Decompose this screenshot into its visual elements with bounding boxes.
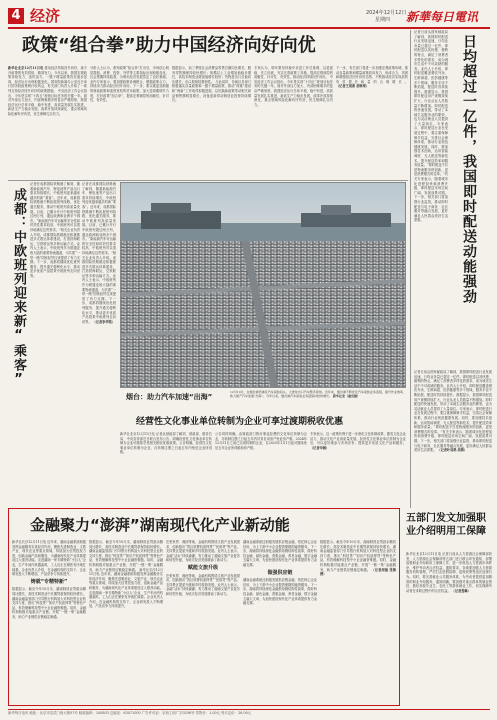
masthead: 新華每日電讯: [406, 10, 479, 24]
middle-reporter: （记者申铖）: [310, 445, 330, 450]
bottom-reporter: （记者周勉 张紫赟）: [320, 567, 396, 577]
page-number: 4: [11, 8, 21, 23]
photo-caption: [230, 390, 406, 412]
top-article-title: 政策“组合拳”助力中国经济向好向优: [22, 35, 316, 56]
top-body-6: 与此同时，各地区各部门积极落实存量政策和一揽子增量政策，推动“两重”建设和“两新”工作取得积极进展，以旧换新政策带动相关商品销售额明显增长，设备更新带动制造业投资持续增长。: [172, 79, 251, 103]
bottom-body-4: 湖南金融系统还积极发展供应链金融，依托核心企业信用，为上下游中小企业提供便捷的融资服务。下一步，湖南将持续深化金融供给侧结构性改革，做好科技金融、绿色金融、普惠金融、养老金融、数字金融五篇大文章，为加快建设现代化产业体系提供有力金融支撑。: [243, 540, 317, 567]
middle-body-2: 公告同时明确，由财政部门拨付事业经费的文化单位转制为企业，自转制注册之日起五年内对其自用房产免征房产税。2024年12月31日之前已完成转制的企业，自2025年1月1日起可继续免征五年企业所得税和房产税。: [215, 432, 307, 450]
photo-caption-text: 12月10日，在烟台港西港区汽车滚装码头，大批待出口汽车整齐停放。近年来，烟台港不断优化汽车滚装业务流程，提升作业效率，助力国产汽车加速“出海”。今年以来，烟台港汽车滚装业务量保持较快增长。: [230, 390, 406, 399]
bottom-col-2: [89, 540, 163, 702]
bottom-right-reporter: （记者姜琳）: [451, 588, 471, 593]
footer-rule: [8, 709, 490, 710]
top-col-5: [336, 66, 408, 176]
port-photo: [120, 182, 406, 388]
top-body-2: 中央经济工作会议指出，今年是实现“十四五”规划目标任务的关键一年。面对外部压力加大、内部困难增多的复杂严峻形势，我国经济运行总体平稳、稳中有进，高质量发展扎实推进，新质生产力稳步发展，改革开放持续深化，重点领域风险化解有序有效，民生保障扎实有力。: [8, 88, 87, 116]
top-col-4: [254, 66, 333, 176]
right-article-title: 日均超过一亿件，我国即时配送动能强劲: [461, 34, 477, 304]
photo-caption-title: 烟台：助力汽车加速“出海”: [126, 393, 213, 401]
middle-col-3: [310, 432, 406, 504]
bottom-col-3: [166, 540, 240, 702]
port-photo-image: [121, 183, 406, 388]
top-body-4: 业内专家表示，要加强政策协调配合，增强政策合力，持续用力推动经济回升向好。下一步，要实施更加积极的财政政策和适度宽松的货币政策，加大逆周期调节力度，打好政策“组合拳”，提高宏观调控的前瞻性、针对性、有效性。: [90, 79, 169, 103]
bottom-right-title: 五部门发文加强职业介绍明用工保障: [406, 513, 486, 537]
bottom-body-1: 新华社长沙12月11日电 近年来，湖南金融系统积极发挥金融服务实体经济作用，聚焦先进制造业、文旅产业、现代农业等重点领域，持续加大信贷投放力度，创新金融产品和服务，为湖南现代化产业体系建设注入强劲动能。走进湖南一家专精特新“小巨人”企业，生产车间内机器轰鸣，工人们正在紧张有序地忙碌着。企业负责人介绍，在金融机构的支持下，企业研发投入不断增加，产品竞争力持续提升。: [12, 540, 86, 577]
middle-body-1: 新华社北京12月11日电 记者从财政部了解到，财政部、税务总局、中央宣传部近日联合发布公告，明确经营性文化事业单位转制为企业可继续享受相关税收优惠政策。公告明确，经营性文化事业单位转制为企业，自转制注册之日起五年内免征企业所得税。: [120, 432, 212, 455]
bottom-body-2: 数据显示，截至今年10月末，湖南制造业贷款余额同比增长，高技术制造业中长期贷款保持较快增长。湖南金融监管部门引导银行机构加大对科技型企业的支持力度，推出“科技贷”“知识产权质押贷”等特色产品，有效缓解科技型中小企业融资难题。同时，金融机构积极对接重点产业链，开展“一链一策”金融服务，助力产业链供应链稳定畅通。: [12, 587, 86, 619]
bottom-right-text: 新华社北京12月11日电 记者日前从人力资源社会保障部获悉，人力资源社会保障部等五部门近日联合印发通知，部署加强职业介绍和用工保障工作，进一步规范人力资源市场秩序，维护劳动者合法权益。通知要求，各地要加强人力资源服务机构管理，严厉打击虚假招聘、违规收费等违法违规行为。同时，要完善就业公共服务体系，为劳动者提供更加精准的职业介绍服务。通知明确，要加强对重点群体的就业帮扶，做好高校毕业生、农民工等群体就业工作，切实保障劳动者在求职过程中的合法权益。: [406, 552, 492, 593]
left-reporter: （记者李华梁）: [92, 319, 115, 324]
top-body-2b: 中央经济工作会议指出，今年是实现“十四五”规划目标任务的关键一年。面对外部压力加大、内部困难增多的复杂严峻形势，我国经济运行总体平稳、稳中有进，高质量发展扎实推进，新质生产力稳步发展，改革开放持续深化，重点领域风险化解有序有效，民生保障扎实有力。: [254, 75, 333, 107]
bottom-body-4b: 湖南金融系统还积极发展供应链金融，依托核心企业信用，为上下游中小企业提供便捷的融资服务。下一步，湖南将持续深化金融供给侧结构性改革，做好科技金融、绿色金融、普惠金融、养老金融、数字金融五篇大文章，为加快建设现代化产业体系提供有力金融支撑。: [243, 578, 317, 606]
left-article-title: 成都：中欧班列迎来新“乘客”: [11, 188, 26, 388]
footer-text: 新华每日电讯 地址：北京市宣武门西大街57号 邮政编码：100803 总编室：63071000 广告许可证：京西工商广字0256号 零售价：1.00元 每月定价：26.00元: [8, 711, 252, 715]
photo-credit: 新华社发（唐克摄）: [333, 394, 361, 399]
middle-col-2: [215, 432, 307, 504]
bottom-subhead-1: 铸就“专精特新”: [30, 578, 68, 585]
bottom-article-title: 金融聚力“澎湃”湖南现代化产业新动能: [30, 516, 290, 534]
bottom-body-3: 在张家界、湘西等地，金融机构围绕文旅产业发展需求，创新推出“景区收费权质押贷”“民宿贷”等产品，支持景区提质升级和乡村旅游发展。业内人士表示，金融“活水”持续滴灌，有力推动了湖南文旅产业复苏和转型升级，为地方经济发展增添了新动力。: [166, 540, 240, 563]
right-body-b: 记者日前从国家邮政局了解到，我国即时配送行业发展迅速，日均业务量已超过一亿件。即时配送以其快捷、便利的特点，满足了消费者多样化的需求，成为城市生活中不可或缺的服务。业内人士介绍，即时配送覆盖餐饮外卖、生鲜商超、医药健康等多个领域，服务半径不断拓展，配送时效持续提升。数据显示，我国即时配送用户规模持续扩大，行业从业人员数量不断增加。即时配送的快速发展，带动了本地生活服务业的繁荣，也为灵活就业人员提供了大量岗位。专家表示，即时配送行业在发展过程中，要注重保障骑手权益，完善社会保障体系，推动行业规范健康发展。同时，要加强技术创新，运用智能调度、无人配送等新技术，提升配送效率和服务质量。“即时配送不仅是物流服务的创新，更是消费模式的变革。”有关专家表示，随着城市化进程加快和消费升级，即时配送市场空间广阔，发展前景可期。下一步，相关部门将加强行业监管，推动即时配送与电子商务、社区服务等融合发展，更好满足人民群众美好生活需要。: [414, 370, 492, 453]
left-body: 记者在成都国际铁路港了解到，随着新能源汽车、锂电池等产品出口需求持续增长，中欧班列迎来越来越多的新“乘客”。近年来，成都国际铁路港不断拓展班列线路，优化通关服务，推动中欧班列高质量发展。目前，已累计开行中欧班列超过两万列，通达欧洲和亚洲多个城市。“新能源汽车对运输的安全性和时效性要求较高，中欧班列可以很好地满足这些需求。”相关企业负责人介绍。成都国际铁路港还积极推进多式联运体系建设，打造铁海联运、空铁联运等多种运输方式。业内人士表示，中欧班列作为联通亚欧大陆的重要物流通道，为共建“一带一路”国家经贸往来提供了有力支撑。下一步，成都将继续优化班列服务，提升通关便利化水平，推动更多优质产品搭乘中欧班列走向世界。: [30, 182, 80, 278]
top-body-8: 下一步，有关部门将进一步加强宏观政策协调，推动存量政策和增量政策同向发力、形成合力，巩固和增强经济回升向好态势，不断推动经济实现质的有效提升和量的合理增长。: [336, 66, 408, 84]
bottom-body-2b: 数据显示，截至今年10月末，湖南制造业贷款余额同比增长，高技术制造业中长期贷款保持较快增长。湖南金融监管部门引导银行机构加大对科技型企业的支持力度，推出“科技贷”“知识产权质押贷”等特色产品，有效缓解科技型中小企业融资难题。同时，金融机构积极对接重点产业链，开展“一链一策”金融服务，助力产业链供应链稳定畅通。: [89, 540, 163, 572]
top-reporter: （记者王雨萧 胡林果）: [336, 84, 369, 89]
left-article-divider: [8, 180, 408, 181]
middle-col-1: [120, 432, 212, 504]
left-article-body-2: [82, 182, 116, 504]
bottom-right-body: [406, 552, 492, 704]
top-body-3: 分析人士认为，系列政策“组合拳”打出后，市场信心明显提振，消费、投资、外贸等主要指标出现积极变化，社会预期持续改善，为明年经济发展奠定了良好基础。: [90, 66, 169, 80]
right-col-2: [414, 370, 492, 508]
top-body-7: 专家认为，明年要坚持稳中求进工作总基调，以进促稳、先立后破，充实完善政策工具箱，提高宏观调控的前瞻性、针对性、有效性，推动经济持续回升向好。: [254, 66, 333, 80]
top-col-3: [172, 66, 251, 176]
issue-weekday: 星期四: [375, 17, 391, 23]
issue-date: 2024年12月12日: [366, 10, 407, 16]
bottom-subhead-3: 做强供应链: [267, 569, 293, 576]
right-column-divider: [410, 30, 411, 508]
bottom-body-1b: 新华社长沙12月11日电 近年来，湖南金融系统积极发挥金融服务实体经济作用，聚焦先进制造业、文旅产业、现代农业等重点领域，持续加大信贷投放力度，创新金融产品和服务，为湖南现代化产业体系建设注入强劲动能。走进湖南一家专精特新“小巨人”企业，生产车间内机器轰鸣，工人们正在紧张有序地忙碌着。企业负责人介绍，在金融机构的支持下，企业研发投入不断增加，产品竞争力持续提升。: [89, 567, 163, 609]
middle-article-title: 经营性文化事业单位转制为企业可享过渡期税收优惠: [136, 417, 344, 427]
left-body-b: 记者在成都国际铁路港了解到，随着新能源汽车、锂电池等产品出口需求持续增长，中欧班列迎来越来越多的新“乘客”。近年来，成都国际铁路港不断拓展班列线路，优化通关服务，推动中欧班列高质量发展。目前，已累计开行中欧班列超过两万列，通达欧洲和亚洲多个城市。“新能源汽车对运输的安全性和时效性要求较高，中欧班列可以很好地满足这些需求。”相关企业负责人介绍。成都国际铁路港还积极推进多式联运体系建设，打造铁海联运、空铁联运等多种运输方式。业内人士表示，中欧班列作为联通亚欧大陆的重要物流通道，为共建“一带一路”国家经贸往来提供了有力支撑。下一步，成都将继续优化班列服务，提升通关便利化水平，推动更多优质产品搭乘中欧班列走向世界。: [82, 182, 116, 324]
bottom-body-2c: 数据显示，截至今年10月末，湖南制造业贷款余额同比增长，高技术制造业中长期贷款保持较快增长。湖南金融监管部门引导银行机构加大对科技型企业的支持力度，推出“科技贷”“知识产权质押贷”等特色产品，有效缓解科技型中小企业融资难题。同时，金融机构积极对接重点产业链，开展“一链一策”金融服务，助力产业链供应链稳定畅通。: [320, 540, 396, 572]
page-header: [8, 6, 492, 26]
top-byline: 新华社北京12月11日电: [8, 66, 44, 70]
bottom-col-4: [243, 540, 317, 702]
top-body-1: 推动经济持续回升向好，离不开政策的有效供给、精准发力。今年以来，我国宏观政策持续发力、适时加力，一揽子增量政策效应逐步显现，经济运行出现积极变化。国务院新闻办公室近日举行国务院政策例行吹风会，有关部门负责人介绍了一系列支持经济回升向好的政策措施。: [8, 66, 87, 93]
bottom-body-3b: 在张家界、湘西等地，金融机构围绕文旅产业发展需求，创新推出“景区收费权质押贷”“民宿贷”等产品，支持景区提质升级和乡村旅游发展。业内人士表示，金融“活水”持续滴灌，有力推动了湖南文旅产业复苏和转型升级，为地方经济发展增添了新动力。: [166, 573, 240, 596]
top-body-5: 数据显示，前三季度社会消费品零售总额同比增长，服务零售额保持较快增长；规模以上工业增加值稳步增长，高技术制造业增加值增长较快；货物进出口总值同比增长，出口展现较强韧性。: [172, 66, 251, 84]
top-col-1: [8, 66, 87, 176]
right-body: 记者日前从国家邮政局了解到，我国即时配送行业发展迅速，日均业务量已超过一亿件。即时配送以其快捷、便利的特点，满足了消费者多样化的需求，成为城市生活中不可或缺的服务。业内人士介绍，即时配送覆盖餐饮外卖、生鲜商超、医药健康等多个领域，服务半径不断拓展，配送时效持续提升。数据显示，我国即时配送用户规模持续扩大，行业从业人员数量不断增加。即时配送的快速发展，带动了本地生活服务业的繁荣，也为灵活就业人员提供了大量岗位。专家表示，即时配送行业在发展过程中，要注重保障骑手权益，完善社会保障体系，推动行业规范健康发展。同时，要加强技术创新，运用智能调度、无人配送等新技术，提升配送效率和服务质量。“即时配送不仅是物流服务的创新，更是消费模式的变革。”有关专家表示，随着城市化进程加快和消费升级，即时配送市场空间广阔，发展前景可期。下一步，相关部门将加强行业监管，推动即时配送与电子商务、社区服务等融合发展，更好满足人民群众美好生活需要。: [414, 30, 448, 223]
section-title: 经济: [30, 7, 61, 25]
bottom-subhead-2: 赋能文旅升级: [187, 564, 218, 571]
top-col-2: [90, 66, 169, 176]
middle-body-3: 专家表示，这一政策有利于进一步深化文化体制改革，激发文化企业活力，推动文化产业高质量发展。经营性文化事业单位转制为企业后，可以更好地参与市场竞争，提供更多优质文化产品和服务。: [310, 432, 406, 446]
header-rule: [8, 27, 490, 29]
left-article-body: [30, 182, 80, 504]
bottom-col-1: [12, 540, 86, 702]
bottom-col-5: [320, 540, 396, 702]
right-reporter: （记者叶昊鸣 周圆）: [437, 448, 468, 453]
